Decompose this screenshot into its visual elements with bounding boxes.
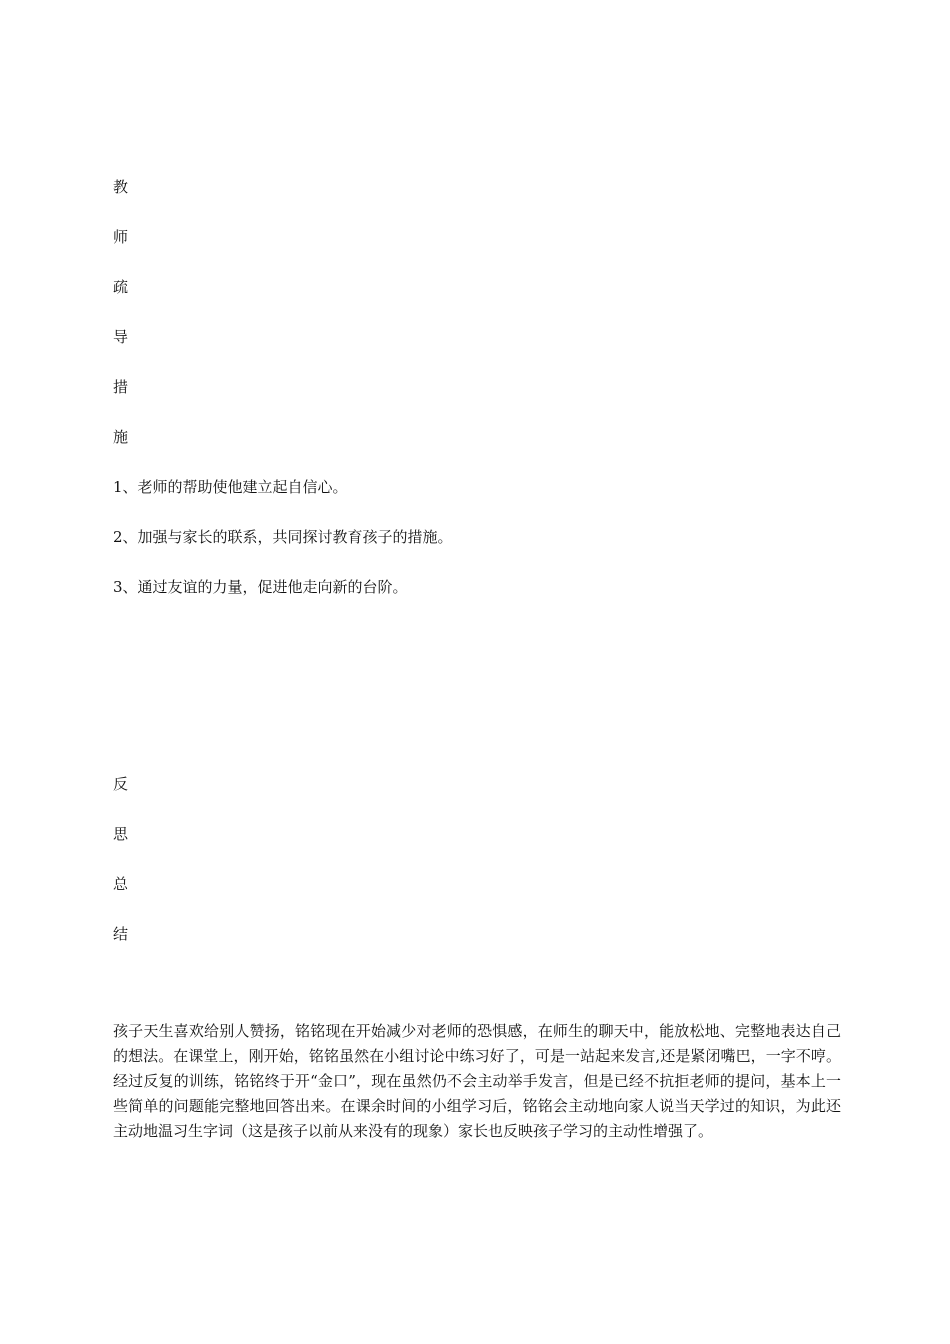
heading-char-shu: 疏 — [113, 278, 129, 296]
heading-char-dao: 导 — [113, 328, 129, 346]
measure-item-2: 2、加强与家长的联系，共同探讨教育孩子的措施。 — [113, 528, 453, 546]
heading-char-shi2: 施 — [113, 428, 129, 446]
heading-char-si: 思 — [113, 825, 129, 843]
heading-char-jiao: 教 — [113, 178, 129, 196]
heading-char-jie: 结 — [113, 925, 129, 943]
heading-char-shi: 师 — [113, 228, 129, 246]
measure-item-1: 1、老师的帮助使他建立起自信心。 — [113, 478, 348, 496]
heading-char-zong: 总 — [113, 875, 129, 893]
heading-char-fan: 反 — [113, 775, 129, 793]
measure-item-3: 3、通过友谊的力量，促进他走向新的台阶。 — [113, 578, 408, 596]
reflection-paragraph: 孩子天生喜欢给别人赞扬，铭铭现在开始减少对老师的恐惧感，在师生的聊天中，能放松地、完整地表达自己的想法。在课堂上，刚开始，铭铭虽然在小组讨论中练习好了，可是一站起来发言,还是紧闭嘴巴，一字不哼。经过反复的训练，铭铭终于开“金口”，现在虽然仍不会主动举手发言，但是已经不抗拒老师的提问，基本上一些简单的问题能完整地回答出来。在课余时间的小组学习后，铭铭会主动地向家人说当天学过的知识，为此还主动地温习生字词（这是孩子以前从来没有的现象）家长也反映孩子学习的主动性增强了。 — [113, 1022, 841, 1140]
heading-char-cuo: 措 — [113, 378, 129, 396]
